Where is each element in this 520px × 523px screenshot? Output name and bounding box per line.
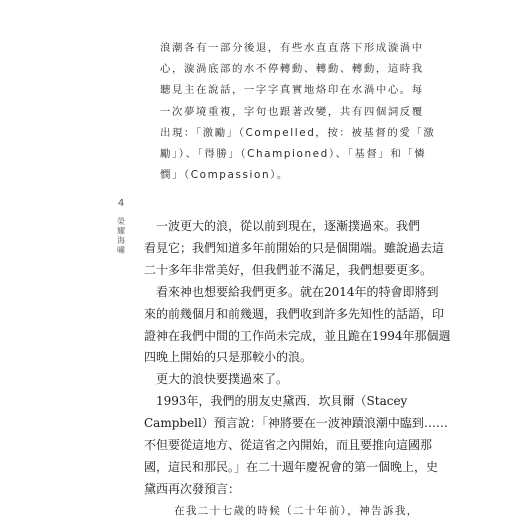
body-line: 一波更大的浪，從以前到現在，逐漸撲過來。我們 [156,219,421,233]
body-line: 黛西再次發預言： [144,481,241,496]
body-line: 更大的浪快要撲過來了。 [156,372,289,387]
page-number: 4 [117,198,125,209]
quote-line: 聽見主在說話，一字字真實地烙印在水渦中心。每 [160,84,424,97]
body-line: Campbell）預言說：「神將要在一波神蹟浪潮中臨到…… [144,416,448,431]
indented-quote-line: 在我二十七歲的時候（二十年前），神告訴我， [174,504,419,517]
body-line: 二十多年非常美好，但我們並不滿足，我們想要更多。 [144,262,433,277]
quote-line: 浪潮各有一部分後退，有些水直直落下形成漩渦中 [160,42,424,54]
quote-line: 心，漩渦底部的水不停轉動、轉動、轉動，這時我 [160,63,424,76]
body-line: 證神在我們中間的工作尚未完成，並且跪在1994年那個週 [144,328,451,343]
body-line: 國，這民和那民。」在二十週年慶祝會的第一個晚上，史 [144,459,439,474]
page-sidebar [114,198,128,259]
quote-line: 出現：「激勵」（Compelled，按：被基督的愛「激 [160,126,436,139]
body-line: 不但要從這地方、從這省之內開始，而且要推向這國那 [144,438,433,453]
body-line: 看來神也想要給我們更多。就在2014年的特會即將到 [156,284,439,299]
quote-line: 一次夢境重複，字句也跟著改變，共有四個詞反覆 [160,105,424,118]
quote-line: 勵」）、「得勝」（Championed）、「基督」和「憐 [160,148,427,161]
block-quote [160,38,436,186]
quote-line: 憫」（Compassion）。 [160,169,289,182]
body-line: 來的前幾個月和前幾週，我們收到許多先知性的話語，印 [144,306,445,321]
body-text [144,216,451,523]
body-line: 1993年，我們的朋友史黛西．坎貝爾（Stacey [156,394,408,409]
body-line: 看見它；我們知道多年前開始的只是個開端。雖說過去這 [144,240,445,255]
running-title: 榮耀海嘯 [116,217,126,255]
body-line: 四晚上開始的只是那較小的浪。 [144,350,313,365]
